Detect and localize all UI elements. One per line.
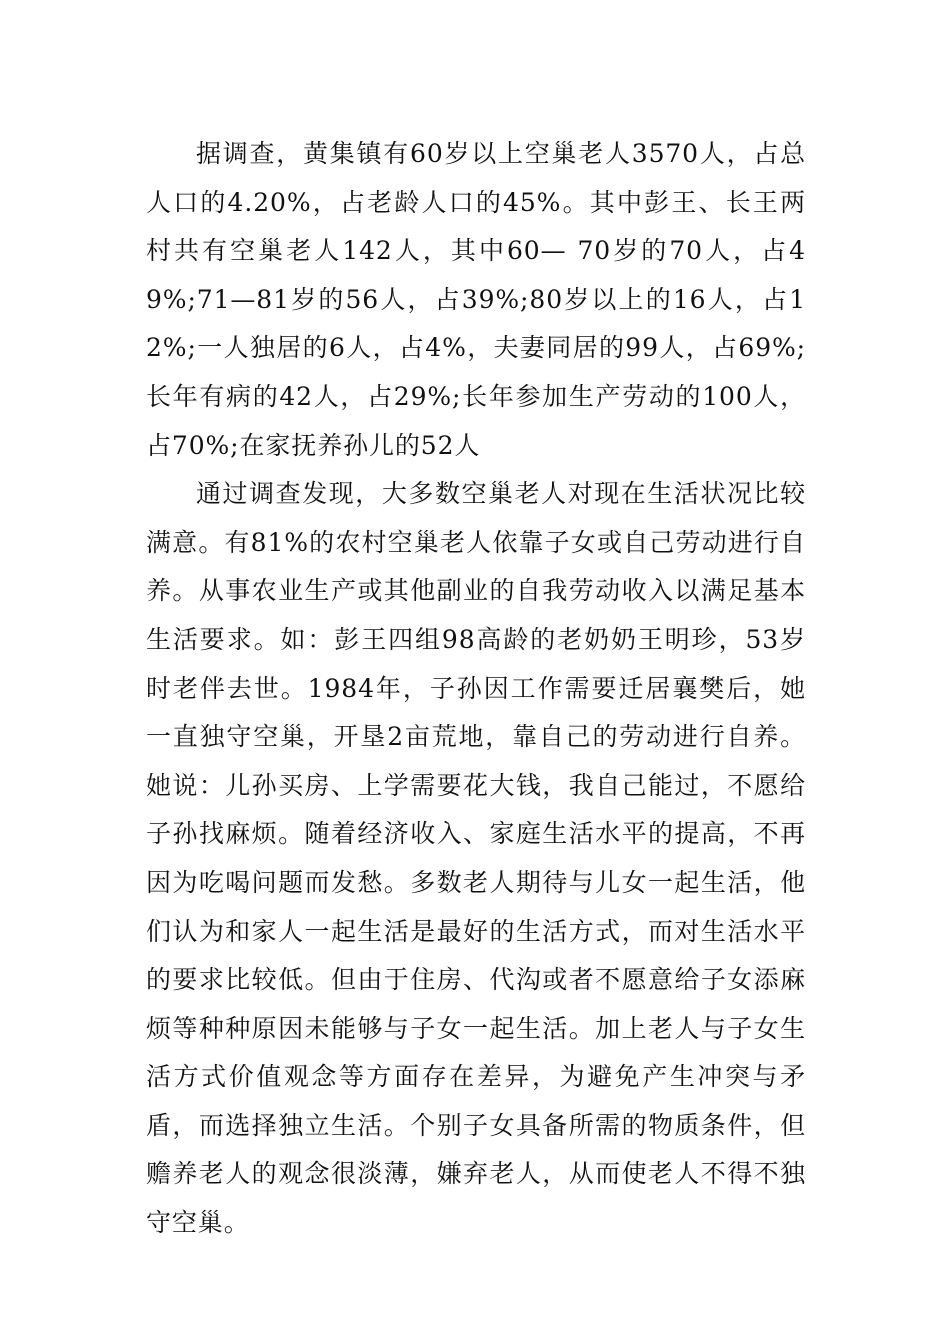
paragraph-survey-statistics: 据调查，黄集镇有60岁以上空巢老人3570人，占总人口的4.20%，占老龄人口的45%。其中彭王、长王两村共有空巢老人142人，其中60— 70岁的70人，占49%;71—81岁的56人，占39%;80岁以上的16人，占12%;一人独居的6人，占4%，夫妻同居的99人，占69%;长年有病的42人，占29%;长年参加生产劳动的100人，占70%;在家抚养孙儿的52人 [146, 139, 806, 460]
document-body [146, 130, 806, 1248]
paragraph-survey-findings: 通过调查发现，大多数空巢老人对现在生活状况比较满意。有81%的农村空巢老人依靠子女或自己劳动进行自养。从事农业生产或其他副业的自我劳动收入以满足基本生活要求。如：彭王四组98高龄的老奶奶王明珍，53岁时老伴去世。1984年，子孙因工作需要迁居襄樊后，她一直独守空巢，开垦2亩荒地，靠自己的劳动进行自养。她说：儿孙买房、上学需要花大钱，我自己能过，不愿给子孙找麻烦。随着经济收入、家庭生活水平的提高，不再因为吃喝问题而发愁。多数老人期待与儿女一起生活，他们认为和家人一起生活是最好的生活方式，而对生活水平的要求比较低。但由于住房、代沟或者不愿意给子女添麻烦等种种原因未能够与子女一起生活。加上老人与子女生活方式价值观念等方面存在差异，为避免产生冲突与矛盾，而选择独立生活。个别子女具备所需的物质条件，但赡养老人的观念很淡薄，嫌弃老人，从而使老人不得不独守空巢。 [146, 479, 806, 1238]
